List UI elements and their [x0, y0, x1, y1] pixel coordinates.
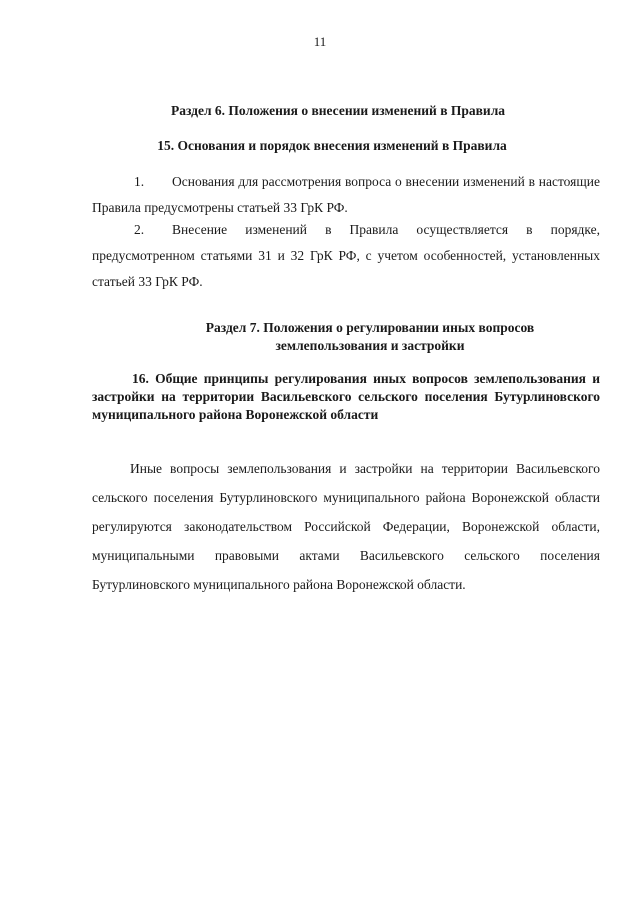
article-16-heading: [92, 370, 600, 424]
section-7-heading: [150, 319, 590, 355]
item-text: Внесение изменений в Правила осуществляется в порядке, предусмотренном статьями 31 и 32 ГрК РФ, с учетом особенностей, установленных статьей 33 ГрК РФ.: [92, 222, 600, 289]
section-6-heading: Раздел 6. Положения о внесении изменений в Правила: [170, 103, 506, 118]
article-16-heading-text: 16. Общие принципы регулирования иных вопросов землепользования и застройки на территории Васильевского сельского поселения Бутурлиновского муниципального района Воронежской области: [92, 371, 600, 422]
section-7-heading-line-2: землепользования и застройки: [275, 338, 465, 353]
article-15-item-2: [92, 217, 600, 295]
article-16-paragraph: Иные вопросы землепользования и застройки на территории Васильевского сельского поселения Бутурлиновского муниципального района Воронежской области регулируются законодательством Российской Федерации, Воронежской области, муниципальными правовыми актами Васильевского сельского поселения Бутурлиновского муниципального района Воронежской области.: [92, 461, 600, 592]
item-number: 2.: [134, 222, 145, 237]
section-7-heading-line-1: Раздел 7. Положения о регулировании иных вопросов: [205, 320, 535, 335]
article-15-item-1: [92, 169, 600, 221]
item-text: Основания для рассмотрения вопроса о внесении изменений в настоящие Правила предусмотрены статьей 33 ГрК РФ.: [92, 174, 600, 215]
item-number: 1.: [134, 174, 145, 189]
page-number: 11: [313, 34, 327, 49]
article-15-heading: 15. Основания и порядок внесения изменений в Правила: [157, 138, 507, 153]
